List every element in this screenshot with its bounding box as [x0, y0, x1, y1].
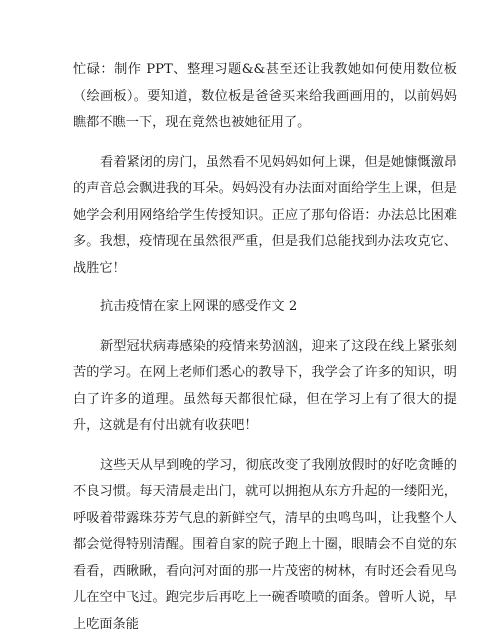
- paragraph-4: 这些天从早到晚的学习，彻底改变了我刚放假时的好吃贪睡的不良习惯。每天清晨走出门，就可以拥抱从东方升起的一缕阳光，呼吸着带露珠芬芳气息的新鲜空气，清早的虫鸣鸟叫，让我整个人都会觉得特别清醒。围着自家的院子跑上十圈，眼睛会不自觉的东看看，西瞅瞅，看向河对面的那一片茂密的树林，有时还会看见鸟儿在空中飞过。跑完步后再吃上一碗香喷喷的面条。曾听人说，早上吃面条能: [73, 453, 457, 638]
- paragraph-2: 看着紧闭的房门，虽然看不见妈妈如何上课，但是她慷慨激昂的声音总会飘进我的耳朵。妈妈没有办法面对面给学生上课，但是她学会利用网络给学生传授知识。正应了那句俗语：办法总比困难多。我想，疫情现在虽然很严重，但是我们总能找到办法攻克它、战胜它！: [73, 150, 457, 283]
- paragraph-3: 新型冠状病毒感染的疫情来势汹汹，迎来了这段在线上紧张刻苦的学习。在网上老师们悉心的教导下，我学会了许多的知识，明白了许多的道理。虽然每天都很忙碌，但在学习上有了很大的提升，这就是有付出就有收获吧！: [73, 334, 457, 440]
- section-heading: 抗击疫情在家上网课的感受作文 2: [100, 294, 457, 321]
- paragraph-1: 忙碌：制作 PPT、整理习题&&甚至还让我教她如何使用数位板（绘画板）。要知道，数位板是爸爸买来给我画画用的，以前妈妈瞧都不瞧一下，现在竟然也被她征用了。: [73, 57, 457, 137]
